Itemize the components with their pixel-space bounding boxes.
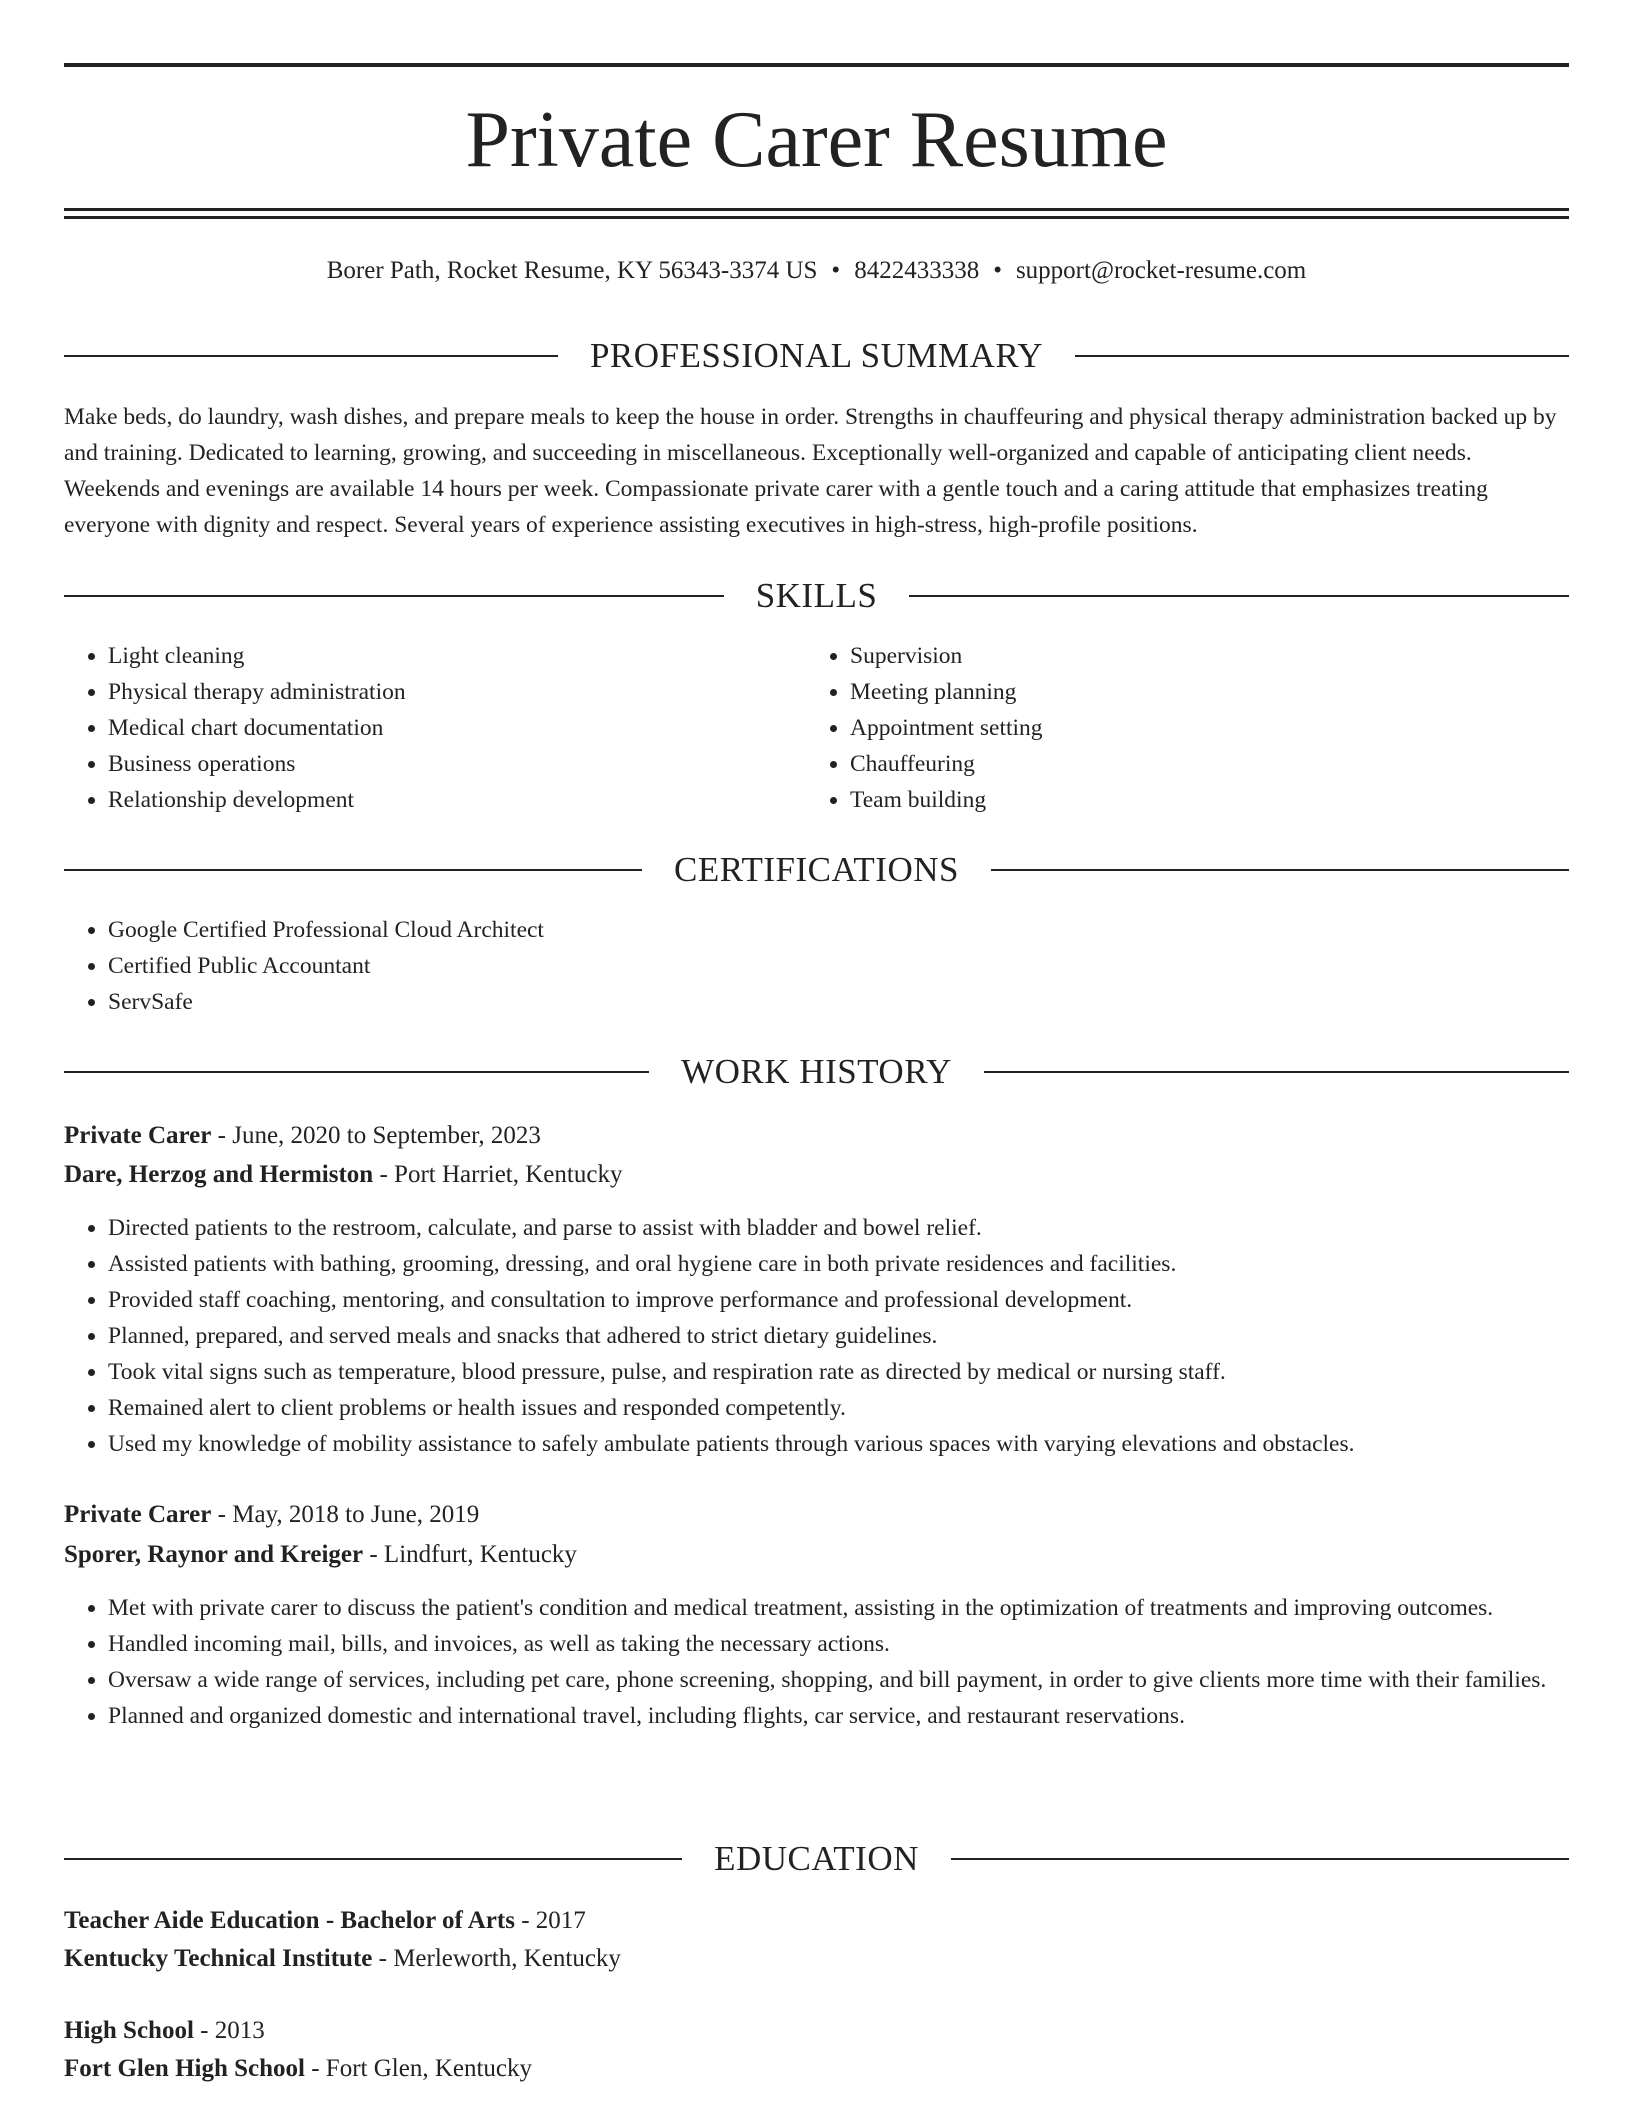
skills-list-right	[806, 638, 1550, 818]
header-rule-upper	[64, 208, 1569, 211]
skill-item: • Business operations	[108, 746, 808, 782]
contact-address: Borer Path, Rocket Resume, KY 56343-3374 US	[326, 257, 818, 284]
education-degree: High School	[64, 2017, 194, 2044]
job-title-line	[64, 1119, 1569, 1153]
job-bullet: • Directed patients to the restroom, calculate, and parse to assist with bladder and bowel relief.	[108, 1210, 1613, 1246]
skills-list-left	[64, 638, 808, 818]
certification-item: • Google Certified Professional Cloud Architect	[108, 912, 1613, 948]
job-bullet: • Remained alert to client problems or health issues and responded competently.	[108, 1390, 1613, 1426]
skill-item: • Supervision	[850, 638, 1550, 674]
skill-item: • Appointment setting	[850, 710, 1550, 746]
education-school: Fort Glen High School	[64, 2055, 305, 2082]
certification-item: • Certified Public Accountant	[108, 948, 1613, 984]
education-degree-line	[64, 1904, 1569, 1938]
education-heading	[64, 1837, 1569, 1881]
education-school-line	[64, 1942, 1569, 1976]
heading-rule-right	[951, 1858, 1569, 1860]
certifications-list	[64, 912, 1613, 1020]
skill-item: • Team building	[850, 782, 1550, 818]
contact-line	[64, 254, 1569, 288]
job-bullet: • Oversaw a wide range of services, including pet care, phone screening, shopping, and bill payment, in order to give clients more time with their families.	[108, 1662, 1613, 1698]
summary-heading-label: PROFESSIONAL SUMMARY	[589, 336, 1044, 375]
education-degree: Teacher Aide Education - Bachelor of Arts	[64, 1907, 515, 1934]
job-employer-line	[64, 1158, 1569, 1192]
education-year: - 2017	[514, 1907, 586, 1934]
job-title-line	[64, 1498, 1569, 1532]
education-year: - 2013	[193, 2017, 265, 2044]
job-employer: Dare, Herzog and Hermiston	[64, 1161, 374, 1188]
job-bullet: • Handled incoming mail, bills, and invoices, as well as taking the necessary actions.	[108, 1626, 1613, 1662]
heading-rule-left	[64, 869, 642, 871]
header-rule-lower	[64, 216, 1569, 219]
skills-heading	[64, 574, 1569, 618]
summary-text: Make beds, do laundry, wash dishes, and prepare meals to keep the house in order. Strengths in chauffeuring and physical therapy administration backed up by and training. Dedicated to learning, growing, and succeeding in miscellaneous. Exceptionally well-organized and capable of anticipating client needs. Weekends and evenings are available 14 hours per week. Compassionate private carer with a gentle touch and a caring attitude that emphasizes treating everyone with dignity and respect. Several years of experience assisting executives in high-stress, high-profile positions.	[64, 404, 1557, 538]
skill-item: • Chauffeuring	[850, 746, 1550, 782]
certifications-heading-label: CERTIFICATIONS	[674, 850, 959, 889]
heading-rule-left	[64, 1858, 682, 1860]
job-bullet: • Planned and organized domestic and international travel, including flights, car service, and restaurant reservations.	[108, 1698, 1613, 1734]
skill-item: • Medical chart documentation	[108, 710, 808, 746]
job-employer: Sporer, Raynor and Kreiger	[64, 1541, 364, 1568]
job-dates: - June, 2020 to September, 2023	[211, 1122, 541, 1149]
heading-rule-right	[984, 1071, 1569, 1073]
heading-rule-right	[909, 595, 1569, 597]
job-dates: - May, 2018 to June, 2019	[211, 1501, 480, 1528]
skill-item: • Light cleaning	[108, 638, 808, 674]
contact-separator: •	[831, 257, 841, 284]
skills-heading-label: SKILLS	[755, 576, 878, 615]
heading-rule-right	[991, 869, 1569, 871]
header-top-rule	[64, 63, 1569, 67]
heading-rule-left	[64, 595, 724, 597]
work-heading-label: WORK HISTORY	[681, 1052, 952, 1091]
heading-rule-left	[64, 1071, 649, 1073]
job-title: Private Carer	[64, 1501, 212, 1528]
contact-phone: 8422433338	[854, 257, 980, 284]
job-bullet: • Used my knowledge of mobility assistance to safely ambulate patients through various spaces with varying elevations and obstacles.	[108, 1426, 1613, 1462]
education-location: - Merleworth, Kentucky	[372, 1945, 621, 1972]
education-degree-line	[64, 2014, 1569, 2048]
job-bullet: • Planned, prepared, and served meals and snacks that adhered to strict dietary guidelines.	[108, 1318, 1613, 1354]
job-location: - Lindfurt, Kentucky	[363, 1541, 577, 1568]
heading-rule-right	[1075, 355, 1569, 357]
education-school-line	[64, 2052, 1569, 2086]
certification-item: • ServSafe	[108, 984, 1613, 1020]
certifications-heading	[64, 848, 1569, 892]
job-bullet: • Met with private carer to discuss the patient's condition and medical treatment, assisting in the optimization of treatments and improving outcomes.	[108, 1590, 1613, 1626]
work-heading	[64, 1050, 1569, 1094]
job-employer-line	[64, 1538, 1569, 1572]
job-bullet: • Assisted patients with bathing, grooming, dressing, and oral hygiene care in both private residences and facilities.	[108, 1246, 1613, 1282]
job-bullet: • Took vital signs such as temperature, blood pressure, pulse, and respiration rate as directed by medical or nursing staff.	[108, 1354, 1613, 1390]
skill-item: • Relationship development	[108, 782, 808, 818]
education-location: - Fort Glen, Kentucky	[304, 2055, 533, 2082]
heading-rule-left	[64, 355, 558, 357]
education-heading-label: EDUCATION	[714, 1839, 919, 1878]
skill-item: • Meeting planning	[850, 674, 1550, 710]
page-title: Private Carer Resume	[465, 96, 1168, 184]
contact-separator: •	[993, 257, 1002, 284]
summary-heading	[64, 334, 1569, 378]
job-bullet: • Provided staff coaching, mentoring, and consultation to improve performance and professional development.	[108, 1282, 1613, 1318]
education-school: Kentucky Technical Institute	[64, 1945, 373, 1972]
job-bullets	[64, 1590, 1613, 1734]
job-bullets	[64, 1210, 1613, 1462]
job-location: - Port Harriet, Kentucky	[373, 1161, 623, 1188]
job-title: Private Carer	[64, 1122, 212, 1149]
skill-item: • Physical therapy administration	[108, 674, 808, 710]
contact-email: support@rocket-resume.com	[1015, 257, 1307, 284]
